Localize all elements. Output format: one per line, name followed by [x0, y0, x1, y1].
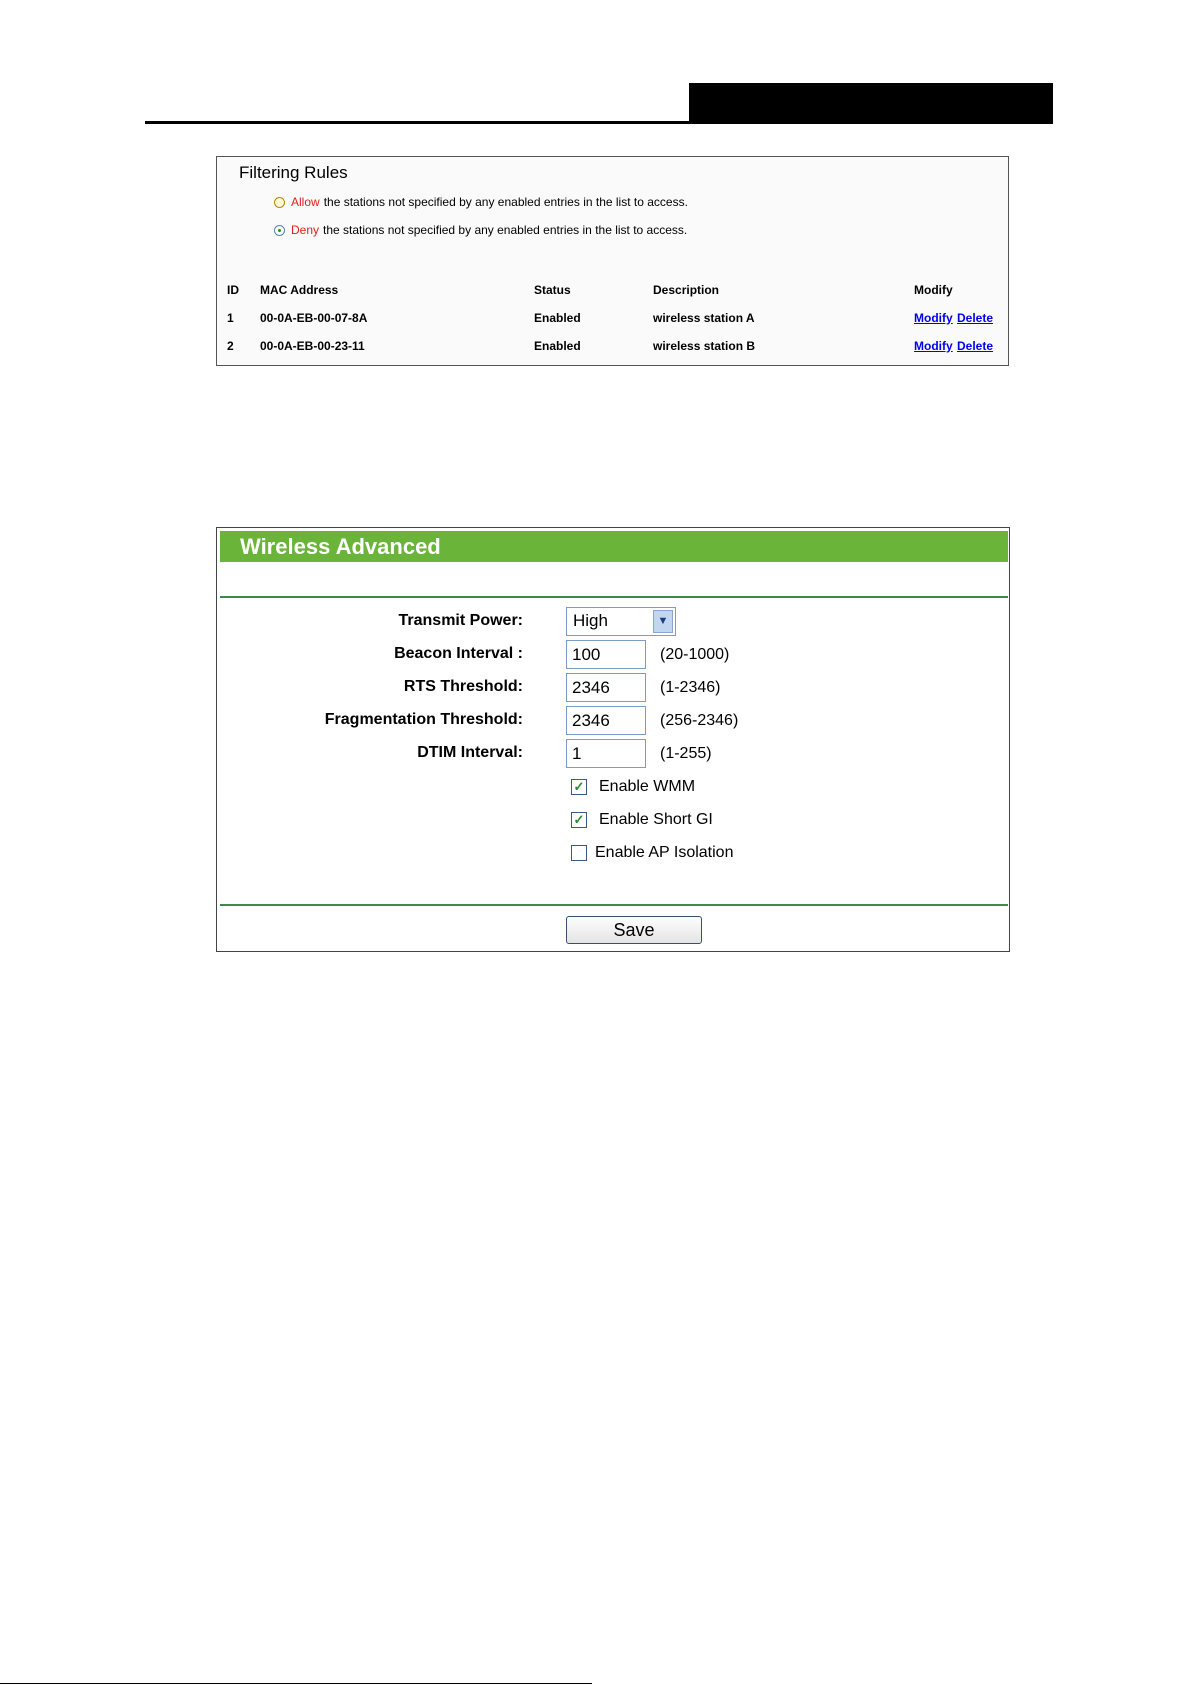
enable-short-gi-label: Enable Short GI — [599, 811, 713, 828]
transmit-power-select[interactable] — [566, 607, 676, 636]
row-id: 1 — [227, 311, 234, 325]
rts-threshold-input[interactable] — [566, 673, 646, 702]
top-divider — [220, 596, 1008, 598]
allow-keyword: Allow — [291, 195, 320, 209]
deny-rule-option[interactable] — [274, 223, 687, 237]
dtim-interval-range: (1-255) — [660, 745, 712, 762]
row-status: Enabled — [534, 311, 581, 325]
enable-wmm-label: Enable WMM — [599, 778, 696, 795]
wireless-advanced-title: Wireless Advanced — [220, 531, 1008, 562]
header-rule — [145, 121, 1053, 124]
deny-keyword: Deny — [291, 223, 320, 237]
chevron-down-icon[interactable]: ▼ — [653, 610, 673, 633]
row-mac: 00-0A-EB-00-23-11 — [260, 339, 365, 353]
transmit-power-label: Transmit Power: — [398, 612, 523, 629]
filtering-rules-title: Filtering Rules — [239, 163, 348, 182]
rts-threshold-label: RTS Threshold: — [403, 678, 523, 695]
wireless-advanced-panel — [216, 527, 1010, 952]
enable-ap-isolation-checkbox[interactable] — [571, 845, 587, 861]
enable-ap-isolation-option[interactable] — [571, 844, 733, 862]
column-header-status: Status — [534, 283, 571, 297]
rts-threshold-range: (1-2346) — [660, 679, 721, 696]
deny-rule-text: the stations not specified by any enabled entries in the list to access. — [323, 223, 688, 237]
filtering-rules-panel — [216, 156, 1009, 366]
beacon-interval-label: Beacon Interval : — [394, 645, 523, 662]
fragmentation-threshold-range: (256-2346) — [660, 712, 739, 729]
dtim-interval-label: DTIM Interval: — [417, 744, 523, 761]
modify-link[interactable]: Modify — [914, 311, 953, 325]
fragmentation-threshold-label: Fragmentation Threshold: — [324, 711, 523, 728]
row-mac: 00-0A-EB-00-07-8A — [260, 311, 368, 325]
delete-link[interactable]: Delete — [957, 311, 994, 325]
allow-radio[interactable] — [274, 197, 285, 208]
allow-rule-text: the stations not specified by any enabled entries in the list to access. — [323, 195, 688, 209]
enable-short-gi-checkbox[interactable]: ✓ — [571, 812, 587, 828]
header-block — [689, 83, 1053, 124]
beacon-interval-input[interactable] — [566, 640, 646, 669]
modify-link[interactable]: Modify — [914, 339, 953, 353]
row-id: 2 — [227, 339, 234, 353]
column-header-id: ID — [227, 283, 239, 297]
enable-wmm-checkbox[interactable]: ✓ — [571, 779, 587, 795]
column-header-description: Description — [653, 283, 720, 297]
row-status: Enabled — [534, 339, 581, 353]
transmit-power-value: High — [573, 611, 608, 630]
allow-rule-option[interactable] — [274, 195, 688, 209]
bottom-divider — [220, 904, 1008, 906]
dtim-interval-input[interactable] — [566, 739, 646, 768]
deny-radio[interactable] — [274, 225, 285, 236]
column-header-modify: Modify — [914, 283, 953, 297]
enable-wmm-option[interactable] — [571, 778, 695, 796]
column-header-mac: MAC Address — [260, 283, 339, 297]
save-button[interactable]: Save — [566, 916, 702, 944]
row-description: wireless station B — [653, 339, 756, 353]
enable-short-gi-option[interactable] — [571, 811, 713, 829]
enable-ap-isolation-label: Enable AP Isolation — [595, 844, 734, 861]
delete-link[interactable]: Delete — [957, 339, 994, 353]
beacon-interval-range: (20-1000) — [660, 646, 730, 663]
footer-rule — [0, 1683, 592, 1684]
fragmentation-threshold-input[interactable] — [566, 706, 646, 735]
row-description: wireless station A — [653, 311, 755, 325]
